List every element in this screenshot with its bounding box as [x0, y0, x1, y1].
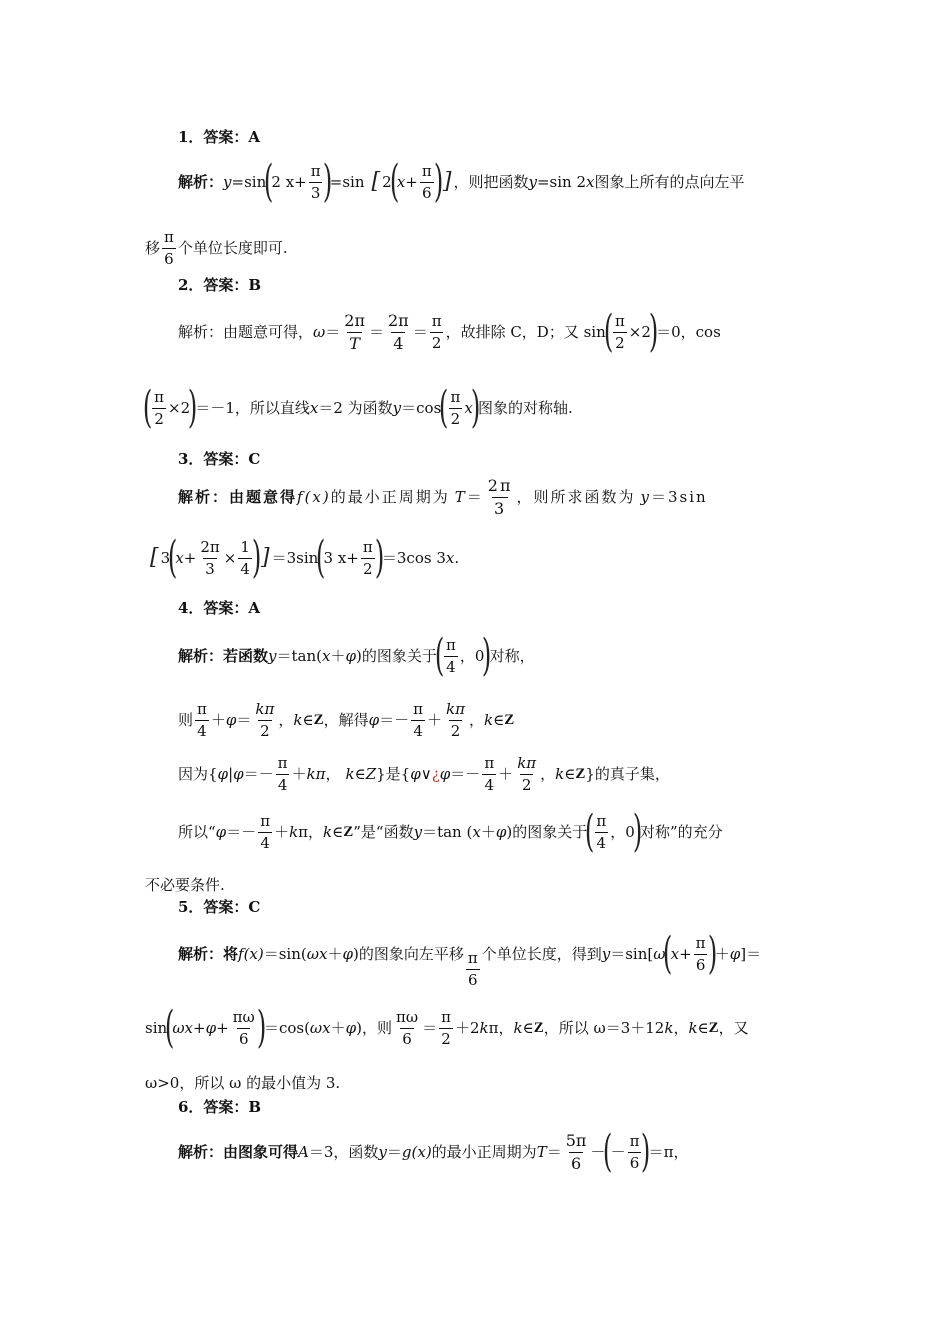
answer-6-header: 6．答案：B [178, 1098, 262, 1116]
answer-4-line-1: 解析：若函数 y ＝tan( x ＋ φ )的图象关于 ( $\frac{\pi}{4}$ ，0 ) 对称， [178, 630, 535, 682]
answer-4-line-3: 因为{ φ | φ ＝－ $\frac{\pi}{4}$ ＋ kπ ， k ∈ Z }是{ φ ∨ ¿ φ ＝－ $\frac{\pi}{4}$ ＋ $\frac{k\pi}{2}$ ， k ∈ Z }的真子集， [178, 754, 670, 794]
answer-2-line-1: 解析：由题意可得， ω ＝ $\frac{2\pi}{T}$ ＝ $\frac{2\pi}{4}$ ＝ $\frac{\pi}{2}$ ，故排除 C，D；又 sin ( $\frac{\pi}{2}$ ×2 ) ＝0，cos [178, 306, 721, 358]
answer-6-line-1: 解析：由图象可得 A ＝3，函数 y ＝ g(x) 的最小正周期为 T ＝ $\frac{5\pi}{6}$ － ( － $\frac{\pi}{6}$ ) ＝π， [178, 1126, 689, 1178]
answer-5-header: 5．答案：C [178, 898, 261, 916]
answer-4-line-4: 所以“ φ ＝－ $\frac{\pi}{4}$ ＋ k π， k ∈ Z ”是“函数 y ＝tan ( x ＋ φ )的图象关于 ( $\frac{\pi}{4}$ ，0 ) 对称”的充分 [178, 806, 723, 858]
answer-3-line-1: 解析：由题意得 f(x) 的最小正周期为 T ＝ $\frac{2\pi}{3}$ ，则所求函数为 y ＝3sin [178, 475, 708, 518]
answer-3-line-2: [ 3 ( x+ $\frac{2\pi}{3}$ × $\frac{1}{4}$ ) ] ＝3sin ( 3 x+ $\frac{\pi}{2}$ ) ＝3cos 3 x . [150, 532, 460, 584]
answer-4-header: 4．答案：A [178, 599, 261, 617]
answer-5-line-1: 解析：将 f(x) ＝sin( ωx ＋ φ )的图象向左平移 $\frac{\pi}{6}$ 个单位长度，得到 y ＝sin[ ω ( x+ $\frac{\pi}{6}$ ) ＋ φ ]＝ [178, 928, 762, 989]
fraction-pi-over-6: $\frac{\pi}{6}$ [421, 162, 432, 202]
answer-2-line-2: ( $\frac{\pi}{2}$ ×2 ) ＝－1，所以直线 x ＝2 为函数 y ＝cos ( $\frac{\pi}{2}$ x ) 图象的对称轴. [142, 382, 573, 434]
answer-1-line-2: 移 $\frac{\pi}{6}$ 个单位长度即可. [145, 228, 288, 268]
answer-3-header: 3．答案：C [178, 450, 261, 468]
fraction-pi-over-3: $\frac{\pi}{3}$ [310, 162, 321, 202]
answer-4-line-2: 则 $\frac{\pi}{4}$ ＋ φ ＝ $\frac{k\pi}{2}$ ， k ∈ Z ，解得 φ ＝－ $\frac{\pi}{4}$ ＋ $\frac{k\pi}{2}$ ， k ∈ Z [178, 700, 515, 740]
answer-1-header: 1．答案：A [178, 128, 261, 146]
answer-5-line-2: sin ( ωx+φ+ $\frac{\pi\omega}{6}$ ) ＝cos( ωx ＋ φ )，则 $\frac{\pi\omega}{6}$ ＝ $\frac{\pi}{2}$ ＋2 k π， k ∈ Z ，所以 ω＝3＋12 k ， k ∈ Z ，又 [145, 1002, 749, 1054]
fraction-pi-over-6: $\frac{\pi}{6}$ [164, 228, 174, 268]
answer-4-line-5: 不必要条件. [145, 876, 225, 894]
answer-5-line-3: ω>0，所以 ω 的最小值为 3. [145, 1074, 341, 1092]
answer-2-header: 2．答案：B [178, 276, 262, 294]
answer-1-line-1: 解析： y =sin ( 2 x+ $\frac{\pi}{3}$ ) =sin [ 2 ( x+ $\frac{\pi}{6}$ ) ] ，则把函数 y =sin 2 x 图象上所有的点向左平 [178, 156, 745, 208]
